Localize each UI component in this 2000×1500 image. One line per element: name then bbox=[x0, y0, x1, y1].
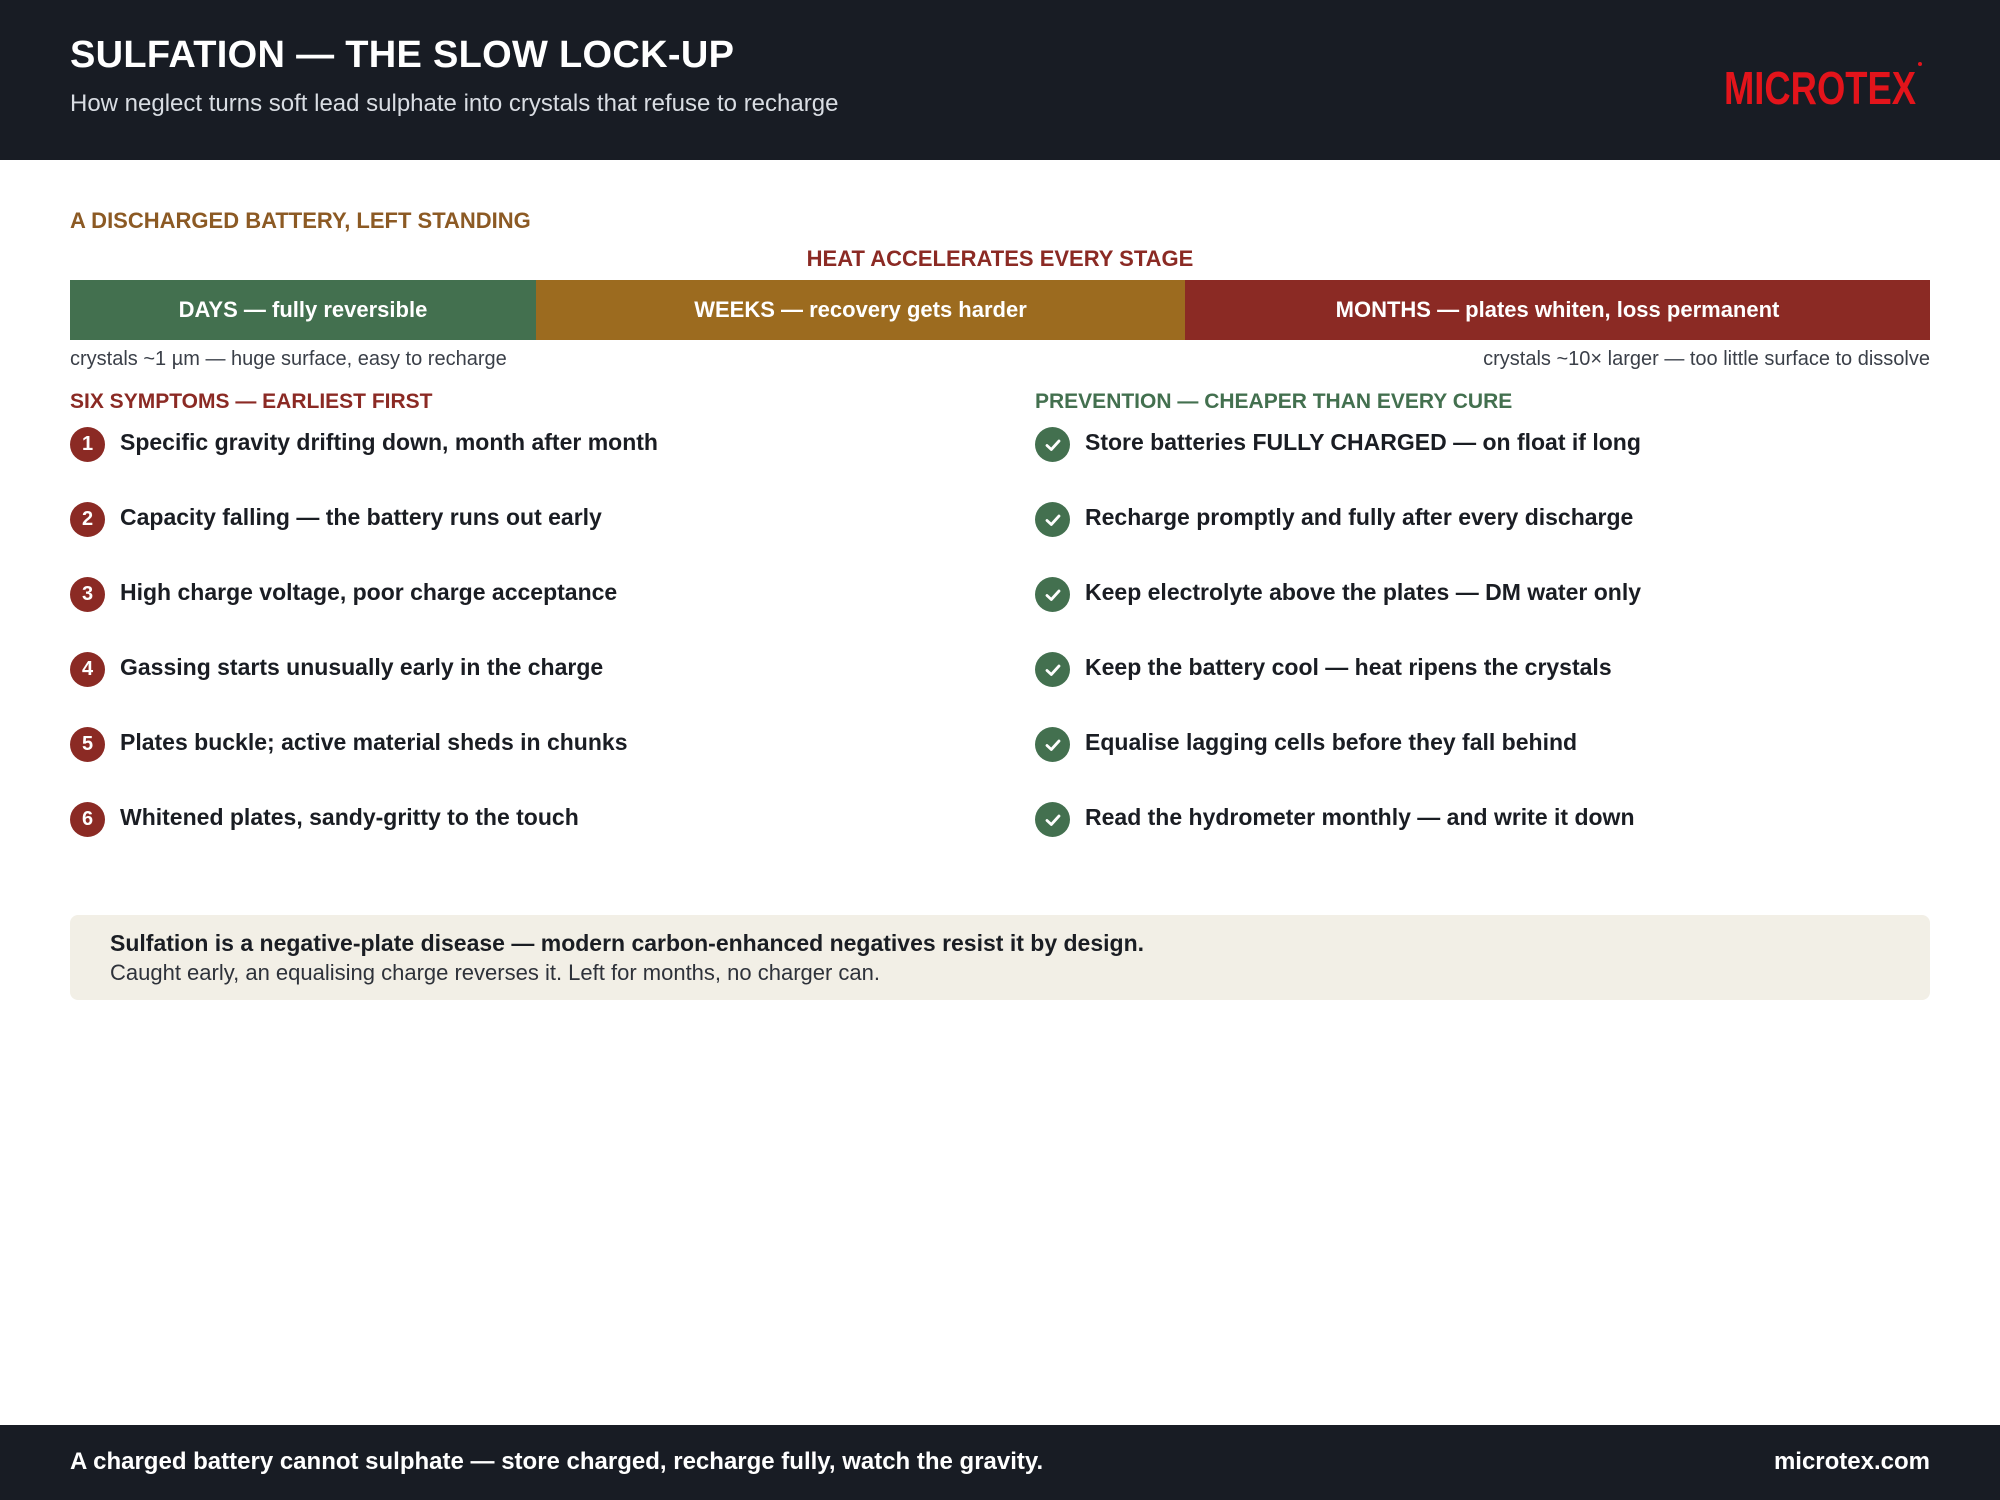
logo-text: MICROTEX bbox=[1724, 62, 1917, 114]
prevention-heading: PREVENTION — CHEAPER THAN EVERY CURE bbox=[1035, 390, 1513, 413]
prevention-text: Keep the battery cool — heat ripens the crystals bbox=[1085, 654, 1612, 680]
symptom-text: Gassing starts unusually early in the charge bbox=[120, 654, 604, 680]
footer-tagline: A charged battery cannot sulphate — store charged, recharge fully, watch the gravity. bbox=[70, 1448, 1044, 1475]
stage-weeks: WEEKS — recovery gets harder bbox=[536, 280, 1185, 340]
logo-registered-mark bbox=[1918, 62, 1922, 66]
check-icon bbox=[1035, 652, 1070, 687]
list-item bbox=[1035, 726, 1935, 801]
note-headline: Sulfation is a negative-plate disease — modern carbon-enhanced negatives resist it by design. bbox=[110, 930, 1145, 956]
prevention-list bbox=[1035, 426, 1935, 876]
symptoms-heading: SIX SYMPTOMS — EARLIEST FIRST bbox=[70, 390, 433, 413]
symptom-text: Plates buckle; active material sheds in chunks bbox=[120, 729, 628, 755]
website-link[interactable]: microtex.com bbox=[1773, 1448, 1930, 1475]
list-item bbox=[1035, 801, 1935, 876]
prevention-text: Equalise lagging cells before they fall behind bbox=[1085, 729, 1578, 755]
symptom-text: Capacity falling — the battery runs out early bbox=[120, 504, 602, 530]
callout-note bbox=[70, 915, 1930, 1000]
microtex-logo bbox=[1724, 58, 1924, 114]
list-item bbox=[1035, 501, 1935, 576]
list-item bbox=[70, 576, 970, 651]
list-item bbox=[70, 651, 970, 726]
header-banner bbox=[0, 0, 2000, 160]
check-icon bbox=[1035, 802, 1070, 837]
stage-days: DAYS — fully reversible bbox=[70, 280, 536, 340]
symptom-text: Whitened plates, sandy-gritty to the touch bbox=[120, 804, 579, 830]
symptoms-list bbox=[70, 426, 970, 876]
list-item bbox=[70, 726, 970, 801]
timeline-label: A DISCHARGED BATTERY, LEFT STANDING bbox=[70, 208, 531, 233]
logo-wordmark bbox=[1724, 58, 1924, 114]
prevention-text: Store batteries FULLY CHARGED — on float if long bbox=[1085, 429, 1641, 455]
list-item bbox=[1035, 576, 1935, 651]
check-icon bbox=[1035, 502, 1070, 537]
stage-months: MONTHS — plates whiten, loss permanent bbox=[1185, 280, 1930, 340]
number-badge: 2 bbox=[70, 502, 105, 537]
page-subtitle: How neglect turns soft lead sulphate into crystals that refuse to recharge bbox=[70, 90, 839, 117]
list-item bbox=[1035, 651, 1935, 726]
check-icon bbox=[1035, 577, 1070, 612]
number-badge: 5 bbox=[70, 727, 105, 762]
prevention-text: Recharge promptly and fully after every discharge bbox=[1085, 504, 1634, 530]
note-body: Caught early, an equalising charge reverses it. Left for months, no charger can. bbox=[110, 960, 881, 985]
list-item bbox=[1035, 426, 1935, 501]
list-item bbox=[70, 801, 970, 876]
prevention-text: Keep electrolyte above the plates — DM water only bbox=[1085, 579, 1641, 605]
footer-banner bbox=[0, 1425, 2000, 1500]
number-badge: 6 bbox=[70, 802, 105, 837]
list-item bbox=[70, 501, 970, 576]
number-badge: 1 bbox=[70, 427, 105, 462]
crystal-small-note: crystals ~1 µm — huge surface, easy to recharge bbox=[70, 348, 507, 370]
number-badge: 4 bbox=[70, 652, 105, 687]
heat-label: HEAT ACCELERATES EVERY STAGE bbox=[806, 246, 1194, 271]
page-title: SULFATION — THE SLOW LOCK-UP bbox=[70, 34, 735, 76]
list-item bbox=[70, 426, 970, 501]
check-icon bbox=[1035, 727, 1070, 762]
prevention-text: Read the hydrometer monthly — and write it down bbox=[1085, 804, 1635, 830]
symptom-text: High charge voltage, poor charge acceptance bbox=[120, 579, 618, 605]
symptom-text: Specific gravity drifting down, month after month bbox=[120, 429, 658, 455]
crystal-large-note: crystals ~10× larger — too little surface to dissolve bbox=[1483, 348, 1930, 370]
check-icon bbox=[1035, 427, 1070, 462]
number-badge: 3 bbox=[70, 577, 105, 612]
sulfation-timeline bbox=[70, 280, 1930, 340]
